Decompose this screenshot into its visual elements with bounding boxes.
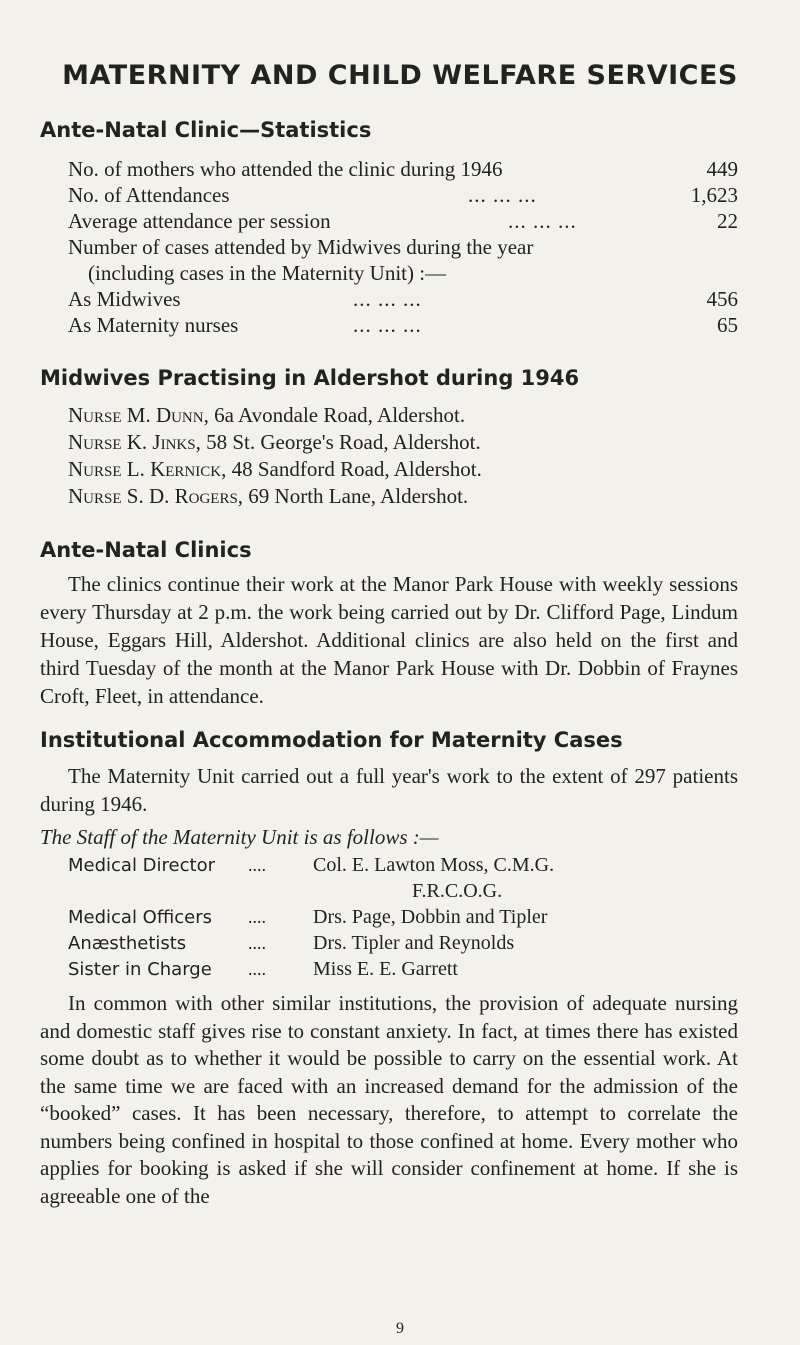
stat-label: No. of mothers who attended the clinic during 1946: [68, 157, 503, 181]
leader-dots: ....: [248, 959, 266, 979]
midwife-title: Nurse: [68, 403, 122, 427]
leader-dots: ... ... ...: [508, 209, 577, 233]
staff-name: Drs. Tipler and Reynolds: [313, 932, 515, 954]
stat-value: 1,623: [690, 183, 738, 207]
midwife-entry: [68, 402, 738, 429]
midwife-entry: [68, 429, 738, 456]
midwife-name: L. Kernick,: [126, 457, 227, 481]
stat-label: As Midwives: [68, 287, 181, 311]
midwife-title: Nurse: [68, 430, 122, 454]
leader-dots: ....: [248, 933, 266, 953]
midwives-heading: Midwives Practising in Aldershot during 1946: [40, 366, 580, 390]
midwife-title: Nurse: [68, 484, 122, 508]
midwife-name: M. Dunn,: [126, 403, 209, 427]
midwife-entry: [68, 483, 738, 510]
stat-value: 456: [706, 287, 738, 311]
leader-dots: ... ... ...: [353, 287, 422, 311]
leader-dots: ... ... ...: [353, 313, 422, 337]
midwife-name: K. Jinks,: [126, 430, 201, 454]
stat-label: No. of Attendances: [68, 183, 230, 207]
institutional-paragraph: The Maternity Unit carried out a full year's work to the extent of 297 patients during 1946.: [40, 764, 738, 816]
page-title: MATERNITY AND CHILD WELFARE SERVICES: [62, 60, 738, 91]
midwife-address: 69 North Lane, Aldershot.: [248, 484, 469, 508]
leader-dots: ....: [248, 855, 266, 875]
midwife-title: Nurse: [68, 457, 122, 481]
clinics-paragraph: The clinics continue their work at the Manor Park House with weekly sessions every Thursday at 2 p.m. the work being carried out by Dr. Clifford Page, Lindum House, Eggars Hill, Aldershot. Additional clinics are also held on the first and third Tuesday of the month at the Manor Park House with Dr. Dobbin of Fraynes Croft, Fleet, in attendance.: [40, 572, 738, 708]
closing-paragraph: In common with other similar institutions, the provision of adequate nursing and domestic staff gives rise to constant anxiety. In fact, at times there has existed some doubt as to whether it would be possible to carry on the essential work. At the same time we are faced with an increased demand for the admission of the “booked” cases. It has been necessary, therefore, to attempt to correlate the numbers being confined in hospital to those confined at home. Every mother who applies for booking is asked if she will consider confinement at home. If she is agreeable one of the: [40, 991, 738, 1208]
leader-dots: ....: [248, 907, 266, 927]
leader-dots: ... ... ...: [468, 183, 537, 207]
stat-value: 449: [706, 157, 738, 181]
stat-value: 65: [717, 313, 738, 337]
staff-role: Medical Officers: [68, 907, 212, 928]
staff-role: Sister in Charge: [68, 959, 212, 980]
midwife-name: S. D. Rogers,: [126, 484, 244, 508]
stat-value: 22: [717, 209, 738, 233]
staff-name: Drs. Page, Dobbin and Tipler: [313, 906, 548, 928]
stat-label: Number of cases attended by Midwives during the year: [68, 235, 534, 259]
statistics-heading: Ante-Natal Clinic—Statistics: [40, 118, 372, 142]
staff-role: Anæsthetists: [68, 933, 187, 954]
clinics-heading: Ante-Natal Clinics: [40, 538, 252, 562]
stat-label: As Maternity nurses: [68, 313, 239, 337]
staff-name: Col. E. Lawton Moss, C.M.G.: [313, 854, 555, 876]
midwife-address: 58 St. George's Road, Aldershot.: [206, 430, 481, 454]
staff-intro: The Staff of the Maternity Unit is as follows :—: [40, 825, 439, 849]
midwife-entry: [68, 456, 738, 483]
institutional-heading: Institutional Accommodation for Maternity Cases: [40, 728, 623, 752]
stat-label: (including cases in the Maternity Unit) :—: [88, 261, 447, 285]
midwife-address: 48 Sandford Road, Aldershot.: [231, 457, 482, 481]
staff-role: Medical Director: [68, 855, 215, 876]
stat-label: Average attendance per session: [68, 209, 331, 233]
page-number: 9: [396, 1320, 404, 1337]
midwife-address: 6a Avondale Road, Aldershot.: [214, 403, 466, 427]
staff-name: F.R.C.O.G.: [412, 880, 503, 902]
staff-name: Miss E. E. Garrett: [313, 958, 458, 980]
